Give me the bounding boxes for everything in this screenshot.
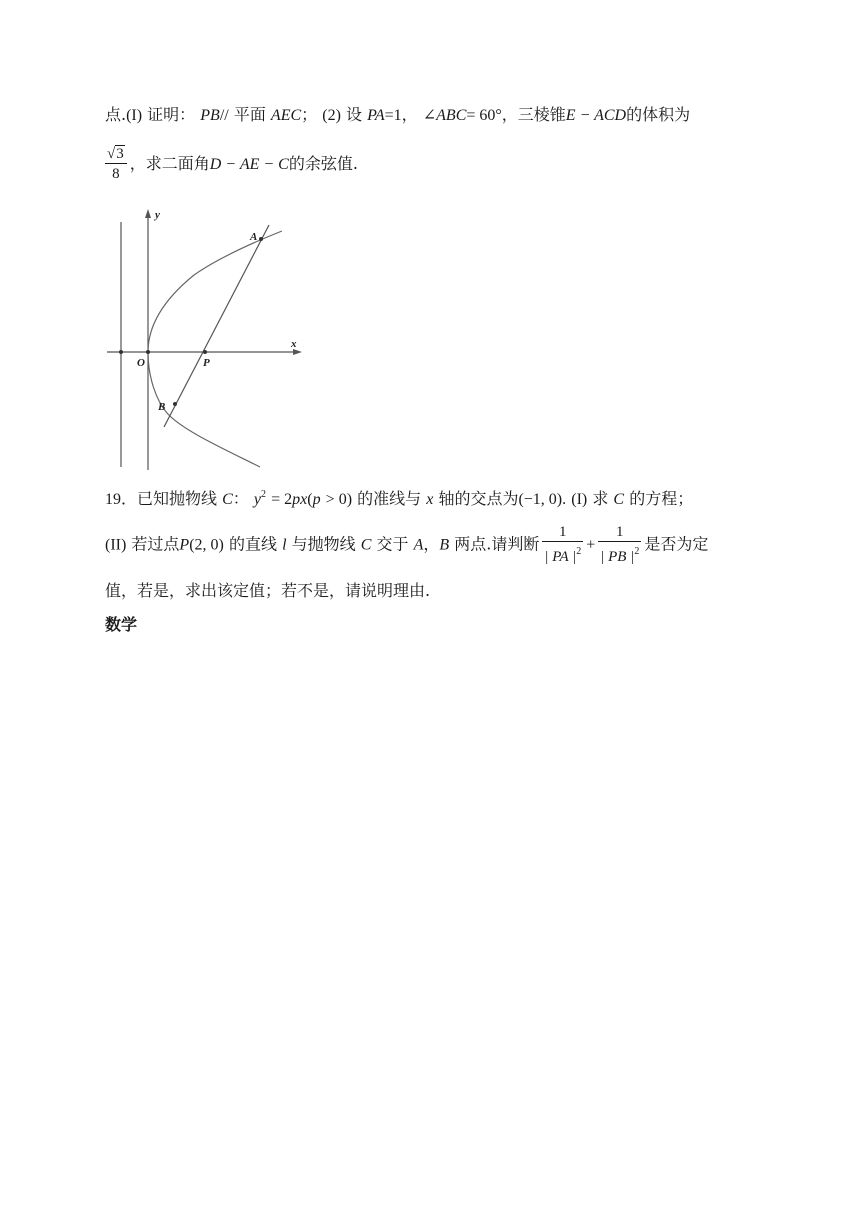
- problem19-line1: [105, 484, 693, 511]
- math: 2: [576, 546, 582, 557]
- parabola-figure: [102, 205, 312, 473]
- text: 轴的交点为: [438, 489, 519, 508]
- math: x: [426, 491, 434, 508]
- text: 已知抛物线: [137, 489, 218, 508]
- text: (2): [322, 107, 341, 124]
- math: AEC: [270, 107, 302, 124]
- text: ，: [401, 105, 418, 124]
- point-a: [259, 237, 263, 241]
- math: =1: [384, 107, 402, 124]
- text: 8: [112, 166, 120, 182]
- math: y: [253, 491, 262, 508]
- text: 交于: [376, 534, 409, 554]
- math: > 0): [325, 491, 353, 508]
- math: 2: [634, 546, 640, 557]
- fraction-sqrt3-over-8: [105, 145, 127, 184]
- math: A: [413, 536, 424, 554]
- text: 的直线: [228, 534, 277, 554]
- point-b: [173, 402, 177, 406]
- text: 证明：: [147, 105, 196, 124]
- text: 点.: [105, 105, 127, 124]
- text: ，三棱锥: [501, 105, 566, 124]
- text: 值，若是，求出该定值；若不是，请说明理由.: [105, 581, 431, 600]
- label-a: A: [250, 231, 258, 243]
- text: 是否为定: [644, 534, 709, 554]
- point-p: [203, 350, 207, 354]
- label-o: O: [137, 357, 145, 369]
- text: 两点.请判断: [454, 534, 540, 554]
- fraction-1-over-pa-squared: [542, 523, 583, 567]
- text: ；: [301, 105, 318, 124]
- label-p: P: [203, 357, 210, 369]
- math: PA: [367, 107, 385, 124]
- text: (II): [105, 536, 127, 554]
- text: 的方程；: [629, 489, 694, 508]
- text: ，: [423, 534, 440, 554]
- text: 的准线与: [357, 489, 422, 508]
- math: (2, 0): [189, 536, 224, 554]
- math: P: [179, 536, 190, 554]
- text: (I): [126, 107, 143, 124]
- text: 1: [616, 524, 624, 540]
- math: | PB |: [600, 549, 635, 565]
- point-directrix-intersection: [119, 350, 123, 354]
- math: px: [292, 491, 308, 508]
- section-heading: 数学: [105, 615, 138, 634]
- chord-line: [164, 225, 269, 427]
- math: C: [222, 491, 233, 508]
- math: (−1, 0).: [518, 491, 567, 508]
- math: B: [439, 536, 450, 554]
- text: 1: [559, 524, 567, 540]
- y-axis-arrow-icon: [145, 209, 151, 218]
- math: C: [360, 536, 372, 554]
- sqrt-icon: √: [107, 146, 116, 162]
- point-o: [146, 350, 150, 354]
- problem18-line2: [105, 145, 358, 184]
- fraction-1-over-pb-squared: [598, 523, 641, 567]
- math: 2: [261, 489, 267, 500]
- problem19-line2: [105, 523, 708, 567]
- text: ，求二面角: [129, 154, 210, 173]
- math: l: [282, 536, 287, 554]
- math: //: [219, 107, 229, 124]
- text: 设: [346, 105, 363, 124]
- math: = 60°: [466, 107, 502, 124]
- text: 与抛物线: [291, 534, 356, 554]
- label-b: B: [158, 401, 166, 413]
- text: 求: [592, 489, 609, 508]
- math: PB: [200, 107, 220, 124]
- text: 的体积为: [626, 105, 691, 124]
- plus-sign: +: [586, 536, 596, 554]
- math: = 2: [271, 491, 293, 508]
- label-y: y: [155, 209, 160, 221]
- math: E − ACD: [565, 107, 627, 124]
- problem18-line1: [105, 104, 690, 127]
- text: 3: [116, 146, 124, 162]
- label-x: x: [291, 338, 297, 350]
- math: | PA |: [544, 549, 577, 565]
- parabola-curve: [148, 231, 282, 467]
- math: C: [613, 491, 625, 508]
- math: p: [312, 491, 321, 508]
- problem-number: 19．: [105, 491, 138, 508]
- text: 的余弦值.: [288, 154, 358, 173]
- text: 若过点: [131, 534, 180, 554]
- math: ∠ABC: [422, 107, 467, 124]
- math: D − AE − C: [209, 156, 289, 173]
- text: (I): [571, 491, 588, 508]
- text: ：: [232, 489, 249, 508]
- text: 平面: [233, 105, 266, 124]
- problem19-line3: [105, 580, 430, 602]
- math: (: [307, 491, 313, 508]
